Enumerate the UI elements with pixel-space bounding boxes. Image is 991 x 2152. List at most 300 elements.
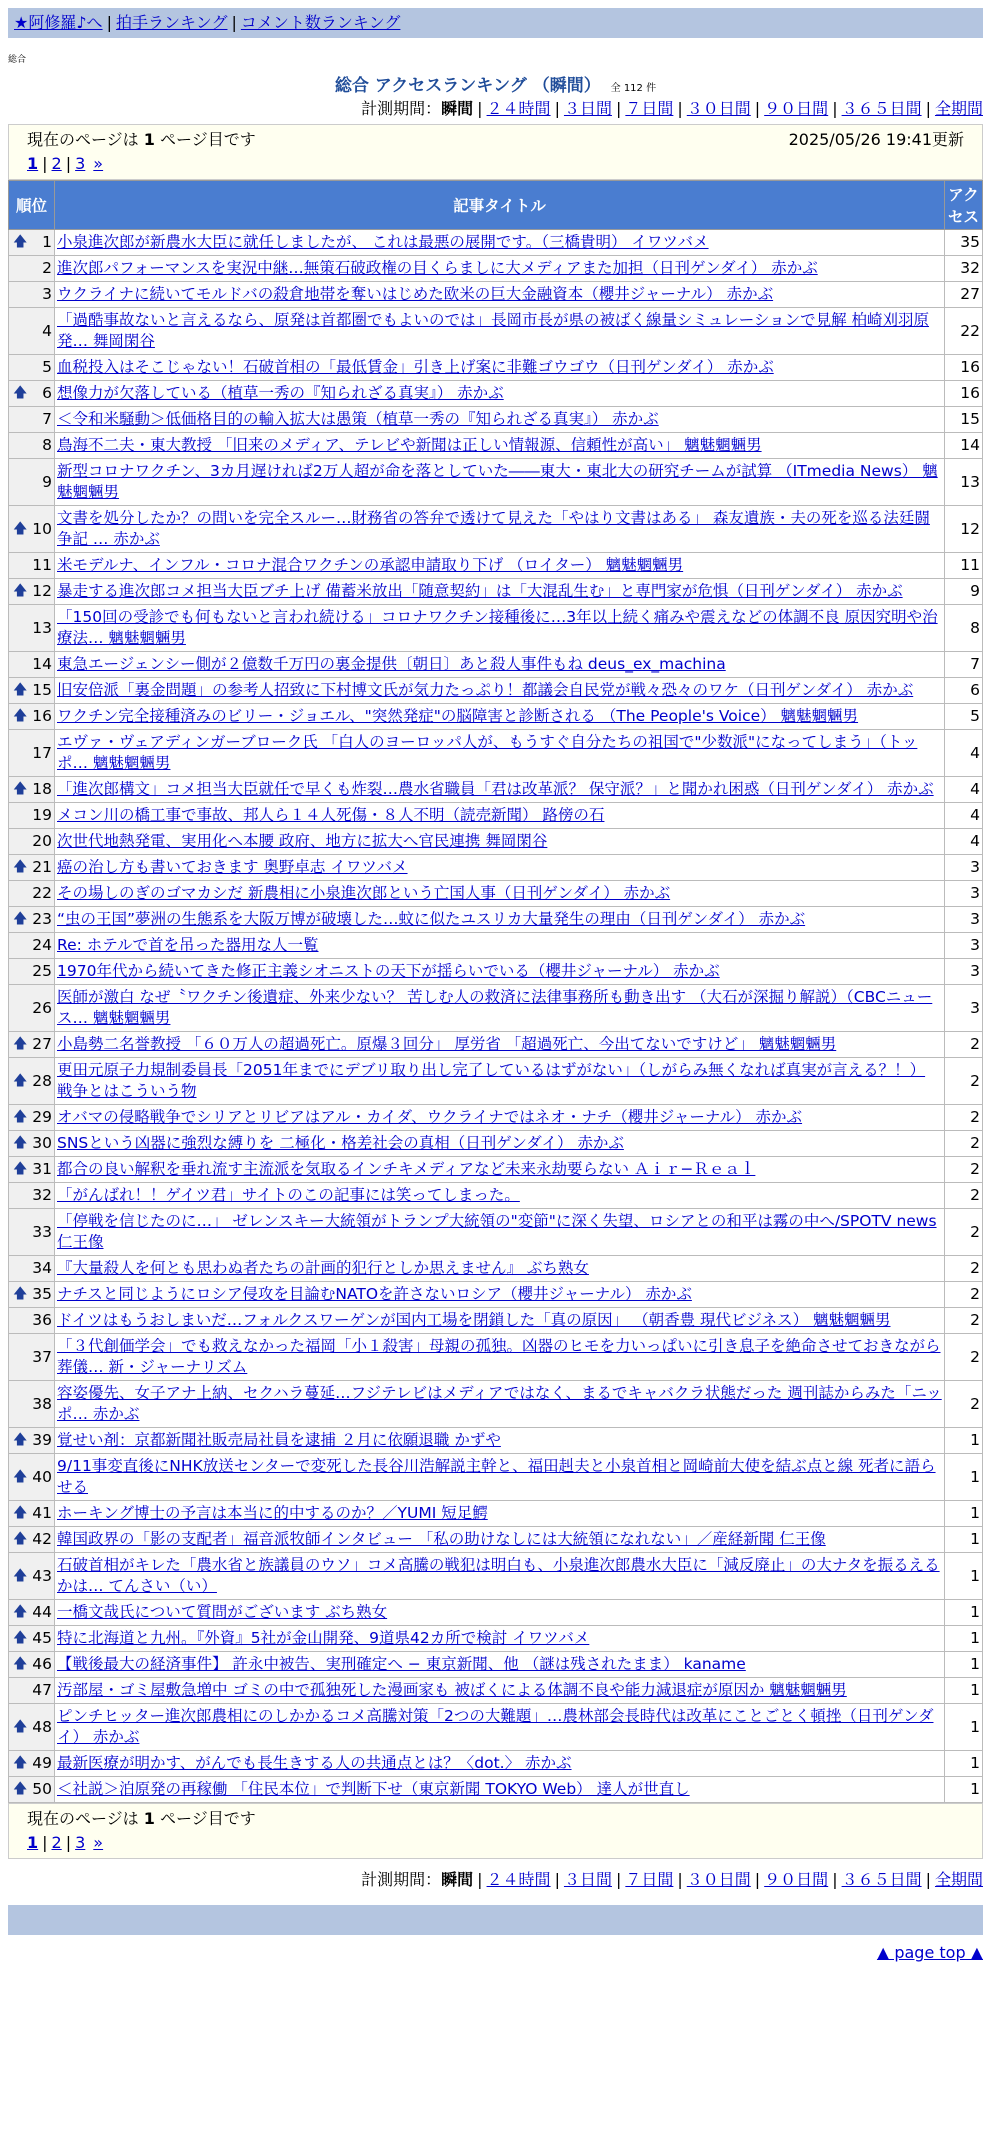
article-title-link[interactable]: 新型コロナワクチン、3カ月遅ければ2万人超が命を落としていた――東大・東北大の研究チームが試算 （ITmedia News） 魑魅魍魎男 [57, 462, 938, 501]
pagination-bottom [27, 1832, 964, 1854]
table-row [9, 855, 983, 881]
article-title-link[interactable]: 「がんばれ！！ゲイツ君」サイトのこの記事には笑ってしまった。 [57, 1186, 520, 1204]
table-row [9, 506, 983, 553]
rank-cell [9, 605, 55, 652]
rank-up-arrow-icon: 🡅 [13, 1072, 28, 1089]
pagination-top [27, 153, 964, 175]
access-count: 12 [945, 506, 983, 553]
rank-up-arrow-icon: 🡅 [13, 1505, 28, 1521]
period-option-link[interactable]: ７日間 [625, 1870, 674, 1889]
current-page-text [27, 129, 256, 151]
access-count: 15 [945, 407, 983, 433]
rank-number: 31 [32, 1160, 52, 1178]
rank-up-arrow-icon: 🡅 [13, 1109, 28, 1125]
rank-cell [9, 1131, 55, 1157]
access-count: 16 [945, 355, 983, 381]
access-count: 14 [945, 433, 983, 459]
period-option-link[interactable]: ９０日間 [764, 99, 829, 118]
table-row [9, 907, 983, 933]
rank-number: 22 [32, 884, 52, 902]
rank-number: 29 [32, 1108, 52, 1126]
period-separator: | [615, 99, 622, 118]
rank-number: 25 [32, 962, 52, 980]
title-cell [55, 1183, 945, 1209]
period-separator: | [754, 1870, 761, 1889]
rank-number: 13 [32, 618, 52, 637]
rank-cell [9, 907, 55, 933]
pager-current-page[interactable]: 1 [27, 1833, 39, 1852]
access-count: 11 [945, 553, 983, 579]
period-option-link[interactable]: ３０日間 [686, 1870, 751, 1889]
period-option-link[interactable]: ２４時間 [486, 99, 551, 118]
article-title-link[interactable]: “虫の王国”夢洲の生態系を大阪万博が破壊した…蚊に似たユスリカ大量発生の理由（日刊ゲンダイ） 赤かぶ [57, 910, 806, 928]
pager-separator: | [42, 154, 48, 173]
rank-cell [9, 881, 55, 907]
article-title-link[interactable]: 覚せい剤：京都新聞社販売局社員を逮捕 ２月に依願退職 かずや [57, 1431, 501, 1449]
rank-up-arrow-icon: 🡅 [13, 859, 28, 875]
access-count: 9 [945, 579, 983, 605]
article-title-link[interactable]: 小泉進次郎が新農水大臣に就任しましたが、 これは最悪の展開です。（三橋貴明） イワツバメ [57, 233, 709, 251]
rank-cell [9, 506, 55, 553]
title-cell [55, 985, 945, 1032]
rank-cell [9, 282, 55, 308]
period-separator: | [754, 99, 761, 118]
period-option-link[interactable]: ９０日間 [764, 1870, 829, 1889]
table-row [9, 579, 983, 605]
rank-number: 50 [32, 1780, 52, 1798]
article-title-link[interactable]: 最新医療が明かす、がんでも長生きする人の共通点とは？〈dot.〉 赤かぶ [57, 1754, 572, 1772]
title-cell [55, 1626, 945, 1652]
article-title-link[interactable]: その場しのぎのゴマカシだ 新農相に小泉進次郎という亡国人事（日刊ゲンダイ） 赤かぶ [57, 884, 671, 902]
article-title-link[interactable]: 【戦後最大の経済事件】 許永中被告、実刑確定へ − 東京新聞、他 （謎は残されたまま） kaname [57, 1655, 746, 1673]
access-count: 32 [945, 256, 983, 282]
access-count: 2 [945, 1183, 983, 1209]
rank-cell [9, 256, 55, 282]
title-cell [55, 1058, 945, 1105]
article-title-link[interactable]: 容姿優先、女子アナ上納、セクハラ蔓延…フジテレビはメディアではなく、まるでキャバクラ状態だった 週刊誌からみた「ニッポ… 赤かぶ [57, 1384, 942, 1423]
access-count: 2 [945, 1209, 983, 1256]
rank-cell [9, 459, 55, 506]
table-row [9, 1751, 983, 1777]
table-row [9, 1209, 983, 1256]
rank-cell [9, 803, 55, 829]
article-title-link[interactable]: 旧安倍派「裏金問題」の参考人招致に下村博文氏が気力たっぷり！都議会自民党が戦々恐々のワケ（日刊ゲンダイ） 赤かぶ [57, 681, 914, 699]
title-cell [55, 855, 945, 881]
article-title-link[interactable]: 医師が激白 なぜ〝ワクチン後遺症、外来少ない？ 苦しむ人の救済に法律事務所も動き出す （大石が深掘り解説）（CBCニュース… 魑魅魍魎男 [57, 988, 933, 1027]
article-title-link[interactable]: 「150回の受診でも何もないと言われ続ける」コロナワクチン接種後に…3年以上続く痛みや震えなどの体調不良 原因究明や治療法… 魑魅魍魎男 [57, 608, 938, 647]
article-title-link[interactable]: 更田元原子力規制委員長「2051年までにデブリ取り出し完了しているはずがない」（しがらみ無くなれば真実が言える？！） 戦争とはこういう物 [57, 1061, 926, 1100]
rank-number: 2 [42, 259, 52, 277]
rank-number: 32 [32, 1186, 52, 1204]
access-count: 2 [945, 1058, 983, 1105]
page-top-link[interactable]: ▲ page top ▲ [876, 1943, 983, 1962]
table-row [9, 1553, 983, 1600]
page-info-box-top [8, 124, 983, 180]
rank-number: 45 [32, 1629, 52, 1647]
access-count: 1 [945, 1454, 983, 1501]
rank-cell [9, 1334, 55, 1381]
rank-cell [9, 652, 55, 678]
access-count: 1 [945, 1678, 983, 1704]
pager-page-link[interactable]: 2 [51, 1833, 62, 1852]
access-count: 2 [945, 1381, 983, 1428]
period-separator: | [554, 1870, 560, 1889]
article-title-link[interactable]: ナチスと同じようにロシア侵攻を目論むNATOを許さないロシア（櫻井ジャーナル） 赤かぶ [57, 1285, 692, 1303]
page-top-container [8, 1943, 983, 1962]
rank-cell [9, 355, 55, 381]
period-selector-bottom [8, 1869, 983, 1891]
period-separator: | [832, 1870, 838, 1889]
rank-cell [9, 1600, 55, 1626]
article-title-link[interactable]: ＜社説＞泊原発の再稼働 「住民本位」で判断下せ（東京新聞 TOKYO Web） 達人が世直し [57, 1780, 690, 1798]
rank-number: 28 [32, 1071, 52, 1090]
article-title-link[interactable]: SNSという凶器に強烈な縛りを 二極化・格差社会の真相（日刊ゲンダイ） 赤かぶ [57, 1134, 624, 1152]
article-title-link[interactable]: 韓国政界の「影の支配者」福音派牧師インタビュー 「私の助けなしには大統領になれない」／産経新聞 仁王像 [57, 1530, 826, 1548]
table-row [9, 1626, 983, 1652]
title-cell [55, 605, 945, 652]
current-page-number: 1 [143, 130, 155, 149]
title-cell [55, 433, 945, 459]
column-header-access: アクセス [945, 181, 983, 230]
current-page-suffix: ページ目です [160, 1809, 256, 1828]
access-count: 2 [945, 1308, 983, 1334]
title-cell [55, 1777, 945, 1803]
table-row [9, 933, 983, 959]
rank-number: 14 [32, 655, 52, 673]
table-row [9, 1308, 983, 1334]
period-separator: | [925, 1870, 931, 1889]
title-cell [55, 907, 945, 933]
title-cell [55, 1308, 945, 1334]
table-row [9, 1105, 983, 1131]
article-title-link[interactable]: 文書を処分したか？の問いを完全スルー…財務省の答弁で透けて見えた「やはり文書はある」 森友遺族・夫の死を巡る法廷闘争記 … 赤かぶ [57, 509, 930, 548]
title-cell [55, 1334, 945, 1381]
title-cell [55, 959, 945, 985]
table-row [9, 355, 983, 381]
rank-cell [9, 933, 55, 959]
table-row [9, 1256, 983, 1282]
rank-up-arrow-icon: 🡅 [13, 1604, 28, 1620]
article-title-link[interactable]: ワクチン完全接種済みのビリー・ジョエル、"突然発症"の脳障害と診断される （The People's Voice） 魑魅魍魎男 [57, 707, 859, 725]
nav-link[interactable]: コメント数ランキング [240, 13, 401, 32]
pager-page-link[interactable]: 3 [75, 154, 86, 173]
rank-cell [9, 1183, 55, 1209]
column-header-title: 記事タイトル [55, 181, 945, 230]
rank-cell [9, 1704, 55, 1751]
article-title-link[interactable]: 「過酷事故ないと言えるなら、原発は首都圏でもよいのでは」長岡市長が県の被ばく線量シミュレーションで見解 柏崎刈羽原発… 舞岡閑谷 [57, 311, 930, 350]
table-row [9, 881, 983, 907]
rank-cell [9, 579, 55, 605]
rank-cell [9, 1058, 55, 1105]
nav-separator: | [106, 13, 112, 32]
table-row [9, 1777, 983, 1803]
table-row [9, 1032, 983, 1058]
article-title-link[interactable]: エヴァ・ヴェアディンガーブローク氏 「白人のヨーロッパ人が、もうすぐ自分たちの祖国で"少数派"になってしまう」（トッポ… 魑魅魍魎男 [57, 733, 918, 772]
table-row [9, 407, 983, 433]
article-title-link[interactable]: 暴走する進次郎コメ担当大臣ブチ上げ 備蓄米放出「随意契約」は「大混乱生む」と専門家が危惧（日刊ゲンダイ） 赤かぶ [57, 582, 903, 600]
access-count: 1 [945, 1777, 983, 1803]
title-cell [55, 1553, 945, 1600]
table-row [9, 1501, 983, 1527]
access-count: 2 [945, 1157, 983, 1183]
table-row [9, 1157, 983, 1183]
pager-separator: | [65, 154, 72, 173]
title-cell [55, 230, 945, 256]
access-count: 8 [945, 605, 983, 652]
access-count: 27 [945, 282, 983, 308]
article-title-link[interactable]: 想像力が欠落している（植草一秀の『知られざる真実』） 赤かぶ [57, 384, 504, 402]
rank-cell [9, 1553, 55, 1600]
period-option-link[interactable]: ２４時間 [486, 1870, 551, 1889]
table-row [9, 605, 983, 652]
period-separator: | [554, 99, 560, 118]
table-row [9, 256, 983, 282]
period-option-link[interactable]: ７日間 [625, 99, 674, 118]
title-cell [55, 1678, 945, 1704]
rank-cell [9, 1428, 55, 1454]
table-row [9, 1183, 983, 1209]
rank-up-arrow-icon: 🡅 [13, 1781, 28, 1797]
rank-number: 43 [32, 1566, 52, 1585]
period-selector-top [8, 98, 983, 120]
rank-up-arrow-icon: 🡅 [13, 1755, 28, 1771]
ranking-table-body [9, 230, 983, 1803]
pager-page-link[interactable]: 2 [51, 154, 62, 173]
title-cell [55, 459, 945, 506]
article-title-link[interactable]: Re: ホテルで首を吊った器用な人一覧 [57, 936, 319, 954]
rank-cell [9, 1501, 55, 1527]
access-count: 1 [945, 1600, 983, 1626]
article-title-link[interactable]: 1970年代から続いてきた修正主義シオニストの天下が揺らいでいる（櫻井ジャーナル） 赤かぶ [57, 962, 720, 980]
article-title-link[interactable]: 「進次郎構文」コメ担当大臣就任で早くも炸裂…農水省職員「君は改革派？ 保守派？」と聞かれ困惑（日刊ゲンダイ） 赤かぶ [57, 780, 934, 798]
title-cell [55, 1704, 945, 1751]
pager-separator: | [42, 1833, 48, 1852]
rank-number: 15 [32, 681, 52, 699]
title-cell [55, 355, 945, 381]
title-cell [55, 579, 945, 605]
pager-page-link[interactable]: 3 [75, 1833, 86, 1852]
title-cell [55, 1454, 945, 1501]
rank-number: 8 [42, 436, 52, 454]
rank-up-arrow-icon: 🡅 [13, 1286, 28, 1302]
access-count: 7 [945, 652, 983, 678]
title-cell [55, 933, 945, 959]
article-title-link[interactable]: 9/11事変直後にNHK放送センターで変死した長谷川浩解説主幹と、福田赳夫と小泉首相と岡崎前大使を結ぶ点と線 死者に語らせる [57, 1457, 936, 1496]
rank-cell [9, 308, 55, 355]
period-option-link[interactable]: ３日間 [563, 1870, 612, 1889]
period-option-link[interactable]: ３日間 [563, 99, 612, 118]
title-cell [55, 777, 945, 803]
table-row [9, 730, 983, 777]
table-header-row [9, 181, 983, 230]
access-count: 2 [945, 1105, 983, 1131]
article-title-link[interactable]: 鳥海不二夫・東大教授 「旧来のメディア、テレビや新聞は正しい情報源、信頼性が高い」 魑魅魍魎男 [57, 436, 762, 454]
rank-number: 11 [32, 556, 52, 574]
rank-cell [9, 1256, 55, 1282]
rank-number: 34 [32, 1259, 52, 1277]
period-option-link[interactable]: ３６５日間 [841, 99, 922, 118]
rank-cell [9, 433, 55, 459]
access-count: 16 [945, 381, 983, 407]
rank-number: 18 [32, 780, 52, 798]
pager-current-page[interactable]: 1 [27, 154, 39, 173]
rank-number: 37 [32, 1347, 52, 1366]
rank-cell [9, 1105, 55, 1131]
pager-separator: | [65, 1833, 72, 1852]
rank-number: 16 [32, 707, 52, 725]
rank-number: 20 [32, 832, 52, 850]
rank-cell [9, 985, 55, 1032]
title-cell [55, 381, 945, 407]
period-option-link[interactable]: 全期間 [934, 99, 983, 118]
article-title-link[interactable]: ピンチヒッター進次郎農相にのしかかるコメ高騰対策「2つの大難題」…農林部会長時代は改革にことごとく頓挫（日刊ゲンダイ） 赤かぶ [57, 1707, 934, 1746]
rank-number: 3 [42, 285, 52, 303]
title-cell [55, 803, 945, 829]
current-page-number: 1 [143, 1809, 155, 1828]
article-title-link[interactable]: 米モデルナ、インフル・コロナ混合ワクチンの承認申請取り下げ （ロイター） 魑魅魍魎男 [57, 556, 684, 574]
rank-up-arrow-icon: 🡅 [13, 1718, 28, 1735]
title-cell [55, 1751, 945, 1777]
title-cell [55, 1428, 945, 1454]
article-title-link[interactable]: 石破首相がキレた「農水省と族議員のウソ」コメ高騰の戦犯は明白も、小泉進次郎農水大臣に「減反廃止」の大ナタを振るえるかは… てんさい（い） [57, 1556, 940, 1595]
article-title-link[interactable]: 小島勢二名誉教授 「６０万人の超過死亡。原爆３回分」 厚労省 「超過死亡、今出てないですけど」 魑魅魍魎男 [57, 1035, 837, 1053]
article-title-link[interactable]: 「３代創価学会」でも救えなかった福岡「小１殺害」母親の孤独。凶器のヒモを力いっぱいに引き息子を絶命させておきながら葬儀… 新・ジャーナリズム [57, 1337, 941, 1376]
access-count: 3 [945, 881, 983, 907]
access-count: 6 [945, 678, 983, 704]
period-separator: | [832, 99, 838, 118]
title-cell [55, 1527, 945, 1553]
article-title-link[interactable]: 東急エージェンシー側が２億数千万円の裏金提供〔朝日〕あと殺人事件もね deus_ex_machina [57, 655, 726, 673]
rank-cell [9, 1626, 55, 1652]
rank-cell [9, 829, 55, 855]
access-count: 1 [945, 1751, 983, 1777]
rank-up-arrow-icon: 🡅 [13, 1432, 28, 1448]
title-cell [55, 506, 945, 553]
table-row [9, 777, 983, 803]
rank-number: 47 [32, 1681, 52, 1699]
table-row [9, 704, 983, 730]
article-title-link[interactable]: 『大量殺人を何とも思わぬ者たちの計画的犯行としか思えません』 ぶち熟女 [57, 1259, 589, 1277]
rank-cell [9, 381, 55, 407]
updated-timestamp: 2025/05/26 19:41更新 [788, 130, 964, 149]
table-row [9, 1678, 983, 1704]
access-count: 22 [945, 308, 983, 355]
table-row [9, 553, 983, 579]
table-row [9, 433, 983, 459]
article-title-link[interactable]: 汚部屋・ゴミ屋敷急増中 ゴミの中で孤独死した漫画家も 被ばくによる体調不良や能力減退症が原因か 魑魅魍魎男 [57, 1681, 847, 1699]
article-title-link[interactable]: 次世代地熱発電、実用化へ本腰 政府、地方に拡大へ官民連携 舞岡閑谷 [57, 832, 548, 850]
rank-number: 27 [32, 1035, 52, 1053]
article-title-link[interactable]: ホーキング博士の予言は本当に的中するのか？／YUMI 短足鰐 [57, 1504, 488, 1522]
article-title-link[interactable]: ウクライナに続いてモルドバの殺倉地帯を奪いはじめた欧米の巨大金融資本（櫻井ジャーナル） 赤かぶ [57, 285, 774, 303]
article-title-link[interactable]: 癌の治し方も書いておきます 奥野卓志 イワツバメ [57, 858, 408, 876]
rank-number: 4 [42, 321, 52, 340]
table-row [9, 829, 983, 855]
period-label: 計測期間： [361, 1870, 442, 1889]
rank-cell [9, 855, 55, 881]
rank-cell [9, 1282, 55, 1308]
table-row [9, 1282, 983, 1308]
article-title-link[interactable]: 都合の良い解釈を垂れ流す主流派を気取るインチキメディアなど未来永劫要らない Ａｉｒ−Ｒｅａｌ [57, 1160, 756, 1178]
title-cell [55, 407, 945, 433]
title-cell [55, 1209, 945, 1256]
title-cell [55, 1282, 945, 1308]
title-cell [55, 1381, 945, 1428]
rank-number: 30 [32, 1134, 52, 1152]
access-count: 2 [945, 1334, 983, 1381]
rank-cell [9, 704, 55, 730]
rank-cell [9, 553, 55, 579]
rank-cell [9, 407, 55, 433]
rank-up-arrow-icon: 🡅 [13, 1531, 28, 1547]
nav-link[interactable]: 拍手ランキング [115, 13, 228, 32]
table-row [9, 1428, 983, 1454]
rank-up-arrow-icon: 🡅 [13, 234, 28, 250]
access-count: 2 [945, 1256, 983, 1282]
nav-link[interactable]: ★阿修羅♪へ [14, 13, 103, 32]
article-title-link[interactable]: オバマの侵略戦争でシリアとリビアはアル・カイダ、ウクライナではネオ・ナチ（櫻井ジャーナル） 赤かぶ [57, 1108, 803, 1126]
article-title-link[interactable]: 一橋文哉氏について質問がございます ぶち熟女 [57, 1603, 388, 1621]
rank-up-arrow-icon: 🡅 [13, 1135, 28, 1151]
period-option-link[interactable]: 全期間 [934, 1870, 983, 1889]
article-title-link[interactable]: 進次郎パフォーマンスを実況中継…無策石破政権の目くらましに大メディアまた加担（日刊ゲンダイ） 赤かぶ [57, 259, 818, 277]
top-navigation-bar [8, 8, 983, 38]
period-separator: | [925, 99, 931, 118]
article-title-link[interactable]: 血税投入はそこじゃない！石破首相の「最低賃金」引き上げ案に非難ゴウゴウ（日刊ゲンダイ） 赤かぶ [57, 358, 774, 376]
rank-number: 26 [32, 998, 52, 1017]
period-option-link[interactable]: ３０日間 [686, 99, 751, 118]
article-title-link[interactable]: 「停戦を信じたのに…」 ゼレンスキー大統領がトランプ大統領の"変節"に深く失望、ロシアとの和平は霧の中へ/SPOTV news 仁王像 [57, 1212, 937, 1251]
table-row [9, 1704, 983, 1751]
table-row [9, 1527, 983, 1553]
period-separator: | [477, 99, 483, 118]
rank-up-arrow-icon: 🡅 [13, 1567, 28, 1584]
pager-next-link[interactable]: » [93, 154, 104, 173]
rank-number: 38 [32, 1394, 52, 1413]
article-title-link[interactable]: ＜令和米騒動＞低価格目的の輸入拡大は愚策（植草一秀の『知られざる真実』） 赤かぶ [57, 410, 659, 428]
period-separator: | [615, 1870, 622, 1889]
title-cell [55, 553, 945, 579]
rank-cell [9, 1381, 55, 1428]
rank-cell [9, 1032, 55, 1058]
rank-number: 7 [42, 410, 52, 428]
access-count: 4 [945, 730, 983, 777]
article-title-link[interactable]: ドイツはもうおしまいだ…フォルクスワーゲンが国内工場を閉鎖した「真の原因」 （朝香豊 現代ビジネス） 魑魅魍魎男 [57, 1311, 891, 1329]
pager-next-link[interactable]: » [93, 1833, 104, 1852]
page-title [0, 71, 991, 96]
article-title-link[interactable]: メコン川の橋工事で事故、邦人ら１４人死傷・８人不明（読売新聞） 路傍の石 [57, 806, 605, 824]
rank-number: 5 [42, 358, 52, 376]
title-cell [55, 308, 945, 355]
article-title-link[interactable]: 特に北海道と九州。『外資』5社が金山開発、9道県42カ所で検討 イワツバメ [57, 1629, 590, 1647]
title-cell [55, 1105, 945, 1131]
current-page-prefix: 現在のページは [27, 1809, 139, 1828]
table-row [9, 1454, 983, 1501]
rank-number: 33 [32, 1222, 52, 1241]
rank-number: 24 [32, 936, 52, 954]
period-option-link[interactable]: ３６５日間 [841, 1870, 922, 1889]
bottom-bar [8, 1905, 983, 1935]
rank-up-arrow-icon: 🡅 [13, 682, 28, 698]
access-count: 3 [945, 907, 983, 933]
access-count: 4 [945, 777, 983, 803]
period-separator: | [677, 99, 683, 118]
rank-number: 41 [32, 1504, 52, 1522]
access-count: 4 [945, 829, 983, 855]
article-count: 全 112 件 [610, 83, 657, 94]
rank-number: 21 [32, 858, 52, 876]
access-count: 13 [945, 459, 983, 506]
